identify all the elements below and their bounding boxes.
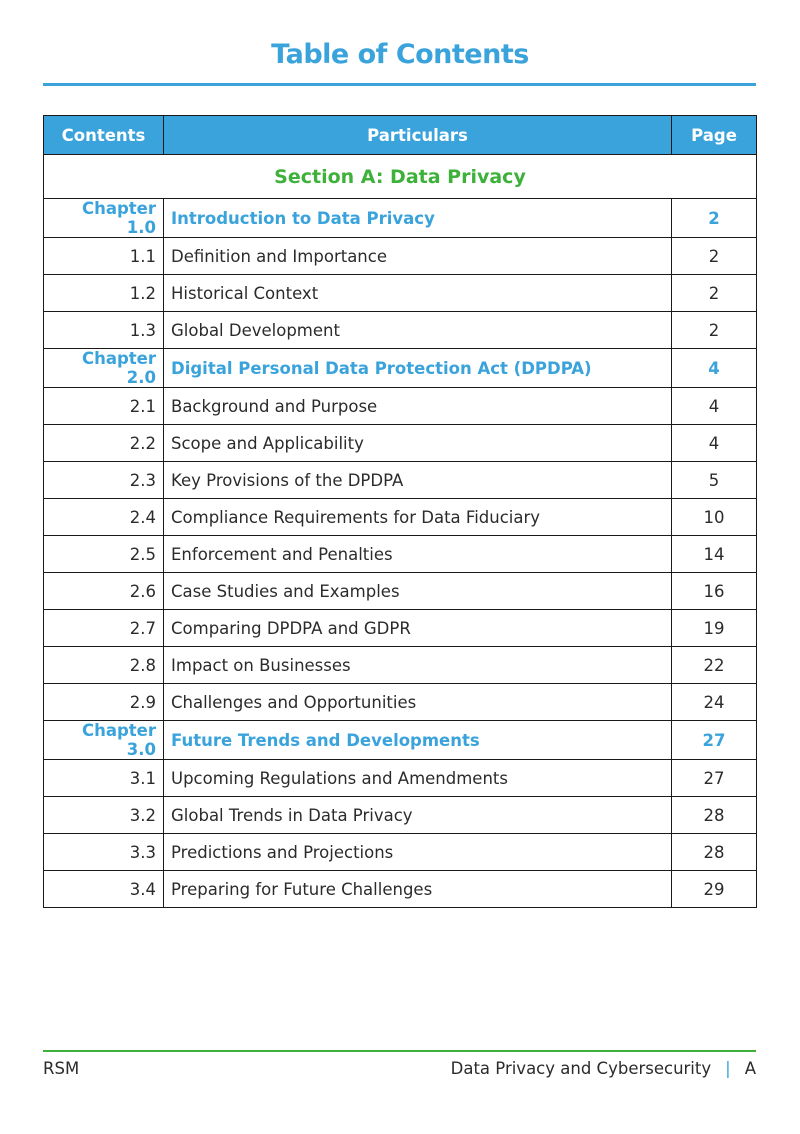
entry-page: 27 <box>672 721 757 760</box>
entry-page: 4 <box>672 388 757 425</box>
chapter-row <box>44 199 757 238</box>
entry-title: Challenges and Opportunities <box>164 684 672 721</box>
table-row <box>44 647 757 684</box>
chapter-row <box>44 349 757 388</box>
entry-title: Case Studies and Examples <box>164 573 672 610</box>
entry-page: 5 <box>672 462 757 499</box>
entry-title: Future Trends and Developments <box>164 721 672 760</box>
entry-page: 4 <box>672 425 757 462</box>
entry-title: Global Development <box>164 312 672 349</box>
entry-page: 2 <box>672 312 757 349</box>
entry-page: 16 <box>672 573 757 610</box>
entry-number: 3.4 <box>44 871 164 908</box>
table-row <box>44 760 757 797</box>
entry-number: Chapter 2.0 <box>44 349 164 388</box>
entry-page: 14 <box>672 536 757 573</box>
entry-number: 2.7 <box>44 610 164 647</box>
entry-page: 2 <box>672 275 757 312</box>
toc-header-row <box>44 116 757 155</box>
entry-title: Comparing DPDPA and GDPR <box>164 610 672 647</box>
entry-title: Enforcement and Penalties <box>164 536 672 573</box>
entry-number: 1.3 <box>44 312 164 349</box>
entry-title: Predictions and Projections <box>164 834 672 871</box>
table-row <box>44 834 757 871</box>
entry-number: 3.3 <box>44 834 164 871</box>
entry-page: 2 <box>672 199 757 238</box>
table-row <box>44 573 757 610</box>
footer-separator: | <box>725 1059 731 1078</box>
entry-number: 2.8 <box>44 647 164 684</box>
entry-page: 2 <box>672 238 757 275</box>
entry-title: Scope and Applicability <box>164 425 672 462</box>
entry-number: Chapter 3.0 <box>44 721 164 760</box>
entry-number: 2.5 <box>44 536 164 573</box>
table-row <box>44 684 757 721</box>
entry-number: 3.1 <box>44 760 164 797</box>
entry-page: 19 <box>672 610 757 647</box>
section-row <box>44 155 757 199</box>
entry-title: Background and Purpose <box>164 388 672 425</box>
entry-title: Introduction to Data Privacy <box>164 199 672 238</box>
entry-title: Digital Personal Data Protection Act (DPDPA) <box>164 349 672 388</box>
entry-number: 2.6 <box>44 573 164 610</box>
chapter-row <box>44 721 757 760</box>
footer-page-label: A <box>744 1059 756 1078</box>
entry-number: 2.3 <box>44 462 164 499</box>
entry-page: 28 <box>672 797 757 834</box>
toc-table <box>43 115 757 908</box>
entry-number: 2.1 <box>44 388 164 425</box>
header-contents: Contents <box>44 116 164 155</box>
entry-title: Key Provisions of the DPDPA <box>164 462 672 499</box>
entry-title: Global Trends in Data Privacy <box>164 797 672 834</box>
table-row <box>44 238 757 275</box>
entry-number: 3.2 <box>44 797 164 834</box>
entry-title: Historical Context <box>164 275 672 312</box>
section-title: Section A: Data Privacy <box>44 155 757 199</box>
entry-page: 28 <box>672 834 757 871</box>
entry-page: 22 <box>672 647 757 684</box>
table-row <box>44 871 757 908</box>
table-row <box>44 462 757 499</box>
entry-title: Preparing for Future Challenges <box>164 871 672 908</box>
entry-number: Chapter 1.0 <box>44 199 164 238</box>
entry-page: 24 <box>672 684 757 721</box>
header-page: Page <box>672 116 757 155</box>
table-row <box>44 425 757 462</box>
header-particulars: Particulars <box>164 116 672 155</box>
entry-page: 29 <box>672 871 757 908</box>
table-row <box>44 275 757 312</box>
page-title: Table of Contents <box>271 39 529 70</box>
title-divider <box>43 83 756 86</box>
footer-divider <box>43 1050 756 1052</box>
entry-title: Definition and Importance <box>164 238 672 275</box>
entry-number: 2.9 <box>44 684 164 721</box>
entry-title: Compliance Requirements for Data Fiduciary <box>164 499 672 536</box>
entry-title: Impact on Businesses <box>164 647 672 684</box>
entry-number: 2.2 <box>44 425 164 462</box>
table-row <box>44 797 757 834</box>
entry-page: 4 <box>672 349 757 388</box>
footer-document-title: Data Privacy and Cybersecurity <box>450 1059 712 1078</box>
entry-title: Upcoming Regulations and Amendments <box>164 760 672 797</box>
footer-brand: RSM <box>43 1059 80 1078</box>
entry-number: 1.2 <box>44 275 164 312</box>
table-row <box>44 499 757 536</box>
table-row <box>44 312 757 349</box>
table-row <box>44 536 757 573</box>
entry-page: 10 <box>672 499 757 536</box>
table-row <box>44 388 757 425</box>
footer-right <box>451 1058 756 1080</box>
entry-page: 27 <box>672 760 757 797</box>
entry-number: 1.1 <box>44 238 164 275</box>
entry-number: 2.4 <box>44 499 164 536</box>
table-row <box>44 610 757 647</box>
